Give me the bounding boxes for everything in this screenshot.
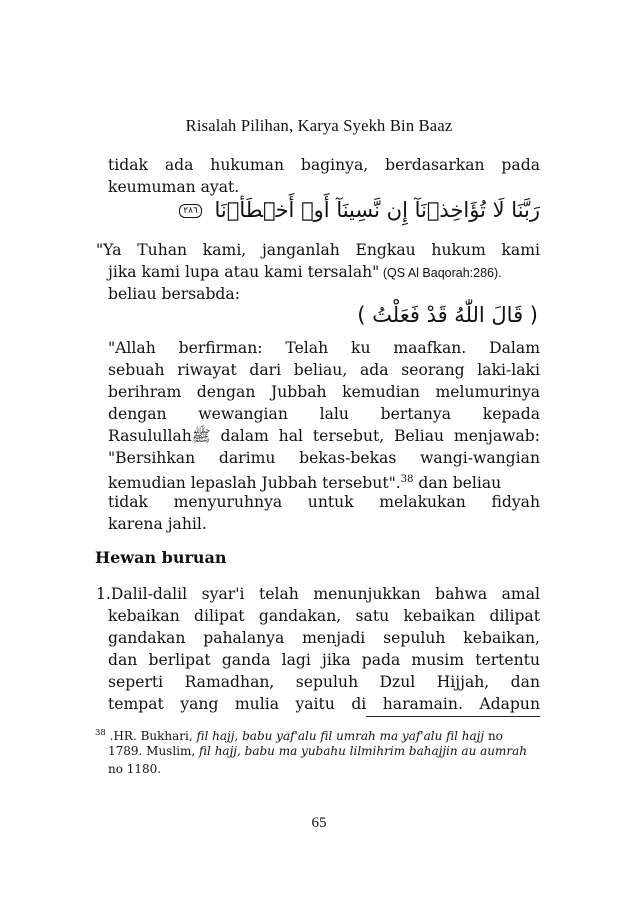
footnote-text-italic: fil hajj, babu ma yubahu lilmihrim bahajjin au aumrah bbox=[199, 744, 528, 758]
footnote-text: 1789. Muslim, bbox=[108, 744, 200, 758]
section-heading: Hewan buruan bbox=[95, 548, 227, 567]
quran-verse-text: رَبَّنَا لَا تُؤَاخِذۡنَآ إِن نَّسِينَآ أَوۡ أَخۡطَأۡنَا bbox=[214, 198, 540, 222]
text-line: 1.Dalil-dalil syar'i telah menunjukkan bahwa amal bbox=[96, 585, 540, 603]
page-number: 65 bbox=[311, 815, 327, 831]
footnote-line: no 1180. bbox=[108, 762, 162, 776]
hadith-arabic: ( قَالَ اللّٰهُ قَدْ فَعَلْتُ ) bbox=[357, 303, 538, 327]
text-line: tidak menyuruhnya untuk melakukan fidyah bbox=[108, 493, 540, 511]
footnote-text-italic: fil hajj, babu yaf'alu fil umrah ma yaf'alu fil hajj bbox=[196, 729, 485, 743]
text-segment: kemudian lepaslah Jubbah tersebut". bbox=[108, 474, 401, 493]
text-line: beliau bersabda: bbox=[108, 285, 240, 303]
text-line: sebuah riwayat dari beliau, ada seorang laki-laki bbox=[108, 361, 540, 379]
running-header: Risalah Pilihan, Karya Syekh Bin Baaz bbox=[185, 116, 453, 135]
text-line: Rasulullahﷺ dalam hal tersebut, Beliau menjawab: bbox=[108, 427, 540, 445]
verse-reference: (QS Al Baqorah:286). bbox=[379, 266, 502, 280]
text-line: tempat yang mulia yaitu di haramain. Adapun bbox=[108, 695, 540, 713]
text-line: keumuman ayat. bbox=[108, 178, 240, 196]
ayah-number-mark: ٢٨٦ bbox=[179, 204, 202, 218]
text-line: dan berlipat ganda lagi jika pada musim tertentu bbox=[108, 651, 540, 669]
text-line: "Bersihkan darimu bekas-bekas wangi-wangian bbox=[108, 449, 540, 467]
footnote-number: 38 bbox=[95, 728, 106, 738]
translation-text: jika kami lupa atau kami tersalah" bbox=[108, 263, 380, 281]
text-line: "Ya Tuhan kami, janganlah Engkau hukum kami bbox=[96, 241, 540, 259]
text-line: seperti Ramadhan, sepuluh Dzul Hijjah, dan bbox=[108, 673, 540, 691]
text-line: "Allah berfirman: Telah ku maafkan. Dalam bbox=[108, 339, 540, 357]
text-line: dengan wewangian lalu bertanya kepada bbox=[108, 405, 540, 423]
footnote-divider bbox=[366, 716, 540, 717]
footnote-ref-38[interactable]: 38 bbox=[400, 474, 414, 485]
text-segment: dan beliau bbox=[413, 474, 502, 493]
text-line: berihram dengan Jubbah kemudian melumurinya bbox=[108, 383, 540, 401]
quran-verse-arabic bbox=[179, 198, 540, 222]
footnote-line bbox=[108, 743, 540, 761]
text-line: gandakan pahalanya menjadi sepuluh kebaikan, bbox=[108, 629, 540, 647]
footnote-text: .HR. Bukhari, bbox=[105, 729, 197, 743]
footnote-text: no bbox=[484, 729, 503, 743]
text-line: karena jahil. bbox=[108, 515, 207, 533]
text-line: kebaikan dilipat gandakan, satu kebaikan dilipat bbox=[108, 607, 540, 625]
text-line bbox=[108, 261, 540, 284]
text-line: tidak ada hukuman baginya, berdasarkan pada bbox=[108, 156, 540, 174]
